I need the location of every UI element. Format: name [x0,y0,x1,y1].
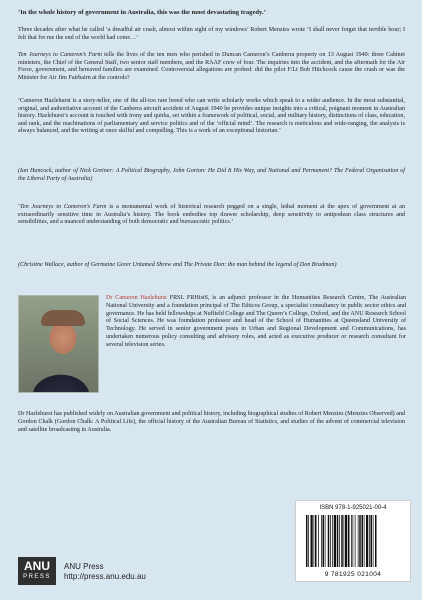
barcode-bar [311,515,313,567]
summary-paragraph [18,52,405,82]
barcode-bar [371,515,373,567]
author-bio [106,295,406,349]
barcode-bar [373,515,374,567]
review-quote-wallace [18,204,405,227]
barcode-number: 9 781925 021004 [324,571,382,578]
publisher-url[interactable]: http://press.anu.edu.au [64,572,146,581]
barcode-bars [306,515,402,567]
author-bio-text: FRSL FRHistS, is an adjunct professor in the Humanities Research Centre, The Australian National University and a foundation principal of The Ethicos Group, a specialist consultancy in public sector ethics and governance. He has held fellowships at Nuffield College and The Queen’s College, Oxford, and the ANU Research School of Social Sciences. He was foundation professor and head of the School of Humanities at Queensland University of Technology. He served in senior government posts in Urban and Regional Development and Communications, has undertaken numerous policy consulting and advisory roles, and acted as executive producer or research consultant for several television series. [106,295,406,348]
barcode-bar [314,515,315,567]
logo-bottom-text: PRESS [23,574,51,580]
barcode-bar [341,515,343,567]
anu-press-logo [18,557,56,585]
barcode-bar [345,515,347,567]
barcode-bar [348,515,350,567]
review-attribution-wallace [18,262,405,270]
publisher-info [64,562,146,582]
author-name: Dr Cameron Hazlehurst [106,295,167,301]
barcode-bar [355,515,356,567]
barcode-bar [358,515,359,567]
attribution-text: (Ian Hancock, author of Nick Greiner: A Political Biography, John Gorton: He Did It His Way, and National and Permanent? The Federal Organisation of the Liberal Party of Australia) [18,168,405,182]
intro-paragraph: Three decades after what he called ‘a dreadful air crash, almost within sight of my windows’ Robert Menzies wrote ‘I shall never forget that terrible hour; I felt that for me the end of the world had come…’ [18,27,405,41]
barcode-bar [330,515,331,567]
barcode-bar [337,515,339,567]
barcode-bar [366,515,368,567]
barcode-bar [323,515,325,567]
isbn-label: ISBN 978-1-925021-00-4 [319,505,387,511]
barcode-bar [359,515,361,567]
attribution-text: (Christine Wallace, author of Germaine Greer Untamed Shrew and The Private Don: the man behind the legend of Don Bradman) [18,262,337,268]
barcode-bar [325,515,326,567]
barcode-bar [375,515,377,567]
barcode-bar [351,515,352,567]
barcode-bar [321,515,322,567]
publisher-name: ANU Press [64,562,104,571]
book-title: Ten Journeys to Cameron’s Farm [18,52,102,58]
headline-quote: ‘In the whole history of government in Australia, this was the most devastating tragedy.’ [18,9,266,16]
barcode-bar [318,515,319,567]
open-quote-mark: ‘ [18,204,21,210]
author-hair [41,310,85,326]
barcode-bar [362,515,364,567]
barcode-bar [353,515,354,567]
barcode-bar [334,515,336,567]
logo-top-text: ANU [24,559,50,573]
barcode-bar [306,515,308,567]
author-photo [18,295,99,393]
barcode-bar [344,515,345,567]
author-bio-continued: Dr Hazlehurst has published widely on Australian government and political history, including biographical studies of Robert Menzies (Menzies Observed) and Gordon Chalk (Gordon Chalk: A Political Life), the official history of the Australian Bureau of Statistics, and studies of the advent of commercial television and satellite broadcasting in Australia. [18,411,405,433]
review-quote-hancock: ‘Cameron Hazlehurst is a story-teller, one of the all-too rare breed who can write scholarly works which speak to a wider audience. In the most substantial, original, and authoritative account of the Canberra aircraft accident of August 1940 he provides unique insights into a critical, poignant moment in Australian history. Hazlehurst’s account is touched with irony and quirks, set within a framework of political, social, and military history, distinctions of class, education, and rank, and the machinations of parliamentary and service politics and of the ‘official mind’. The research is meticulous and wide-ranging, the analysis is always balanced, and the writing at once skilful and compelling. This is a work of an exceptional historian.’ [18,98,405,135]
barcode-bar [332,515,333,567]
barcode-bar [369,515,370,567]
book-title: Ten Journeys to Cameron’s Farm [20,204,107,210]
barcode-bar [315,515,317,567]
isbn-barcode [295,500,411,582]
barcode-bar [308,515,309,567]
barcode-bar [364,515,365,567]
barcode-bar [339,515,340,567]
review-text: is a monumental work of historical research pegged on a single, lethal moment at the apex of government at an extraordinarily sensitive time in Australia’s history. The book embodies top drawer scholarship, deep sensitivity to antipodean class structures and sensibilities, and a nuanced understanding of both democratic and bureaucratic politics.’ [18,204,405,226]
summary-text: tells the lives of the ten men who perished in Duncan Cameron’s Canberra property on 13 August 1940: three Cabinet ministers, the Chief of the General Staff, two senior staff members, and the RAAF crew of four. The inquiries into the accident, and the aftermath for the Air Force, government, and bereaved families are examined. Controversial allegations are probed: did the pilot F/Lt Bob Hitchcock cause the crash or was the Minister for Air Jim Fairbairn at the controls? [18,52,405,81]
barcode-bar [328,515,330,567]
review-attribution-hancock [18,168,405,183]
